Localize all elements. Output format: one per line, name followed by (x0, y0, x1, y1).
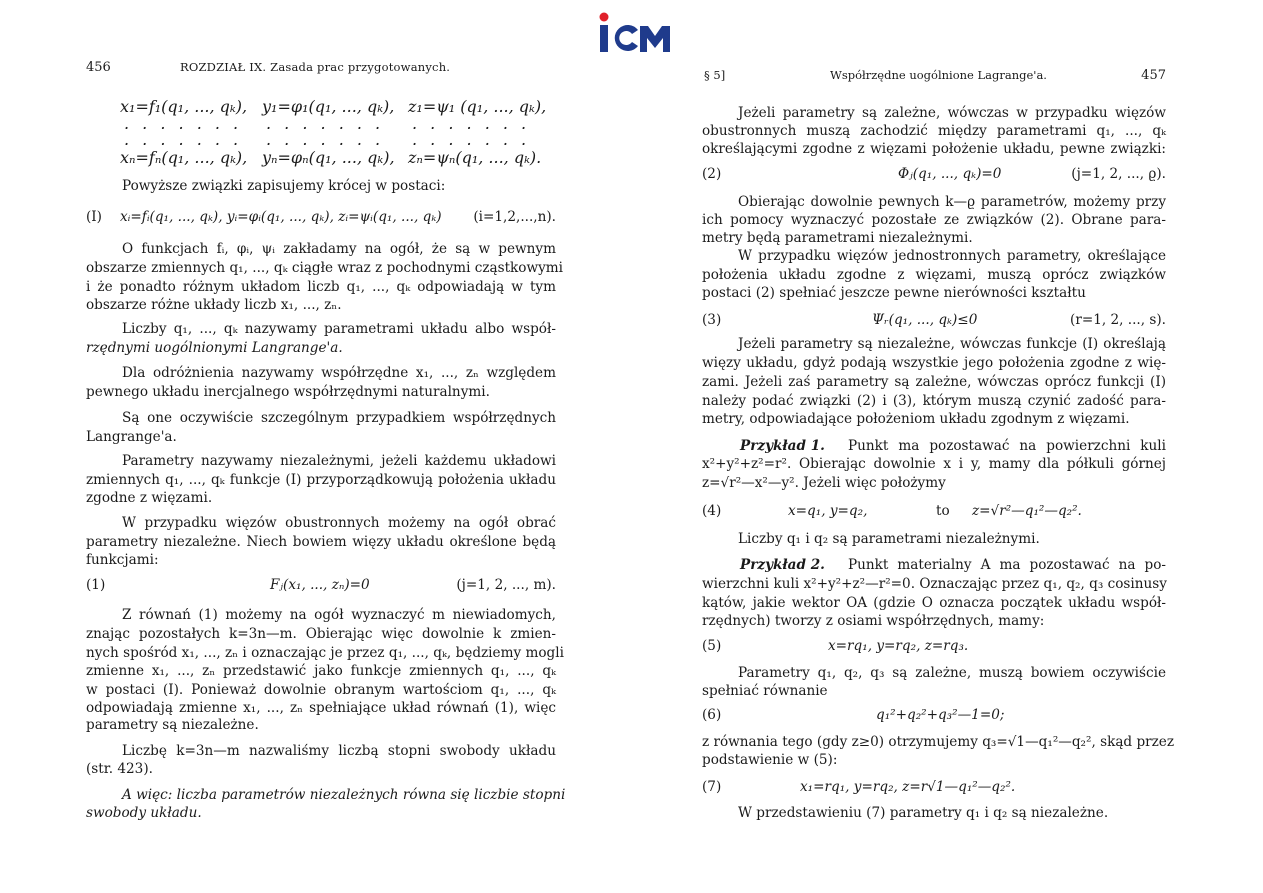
text-line: funkcjami: (86, 552, 159, 568)
text-line: zami. Jeżeli zaś parametry są zależne, wówczas oprócz funkcji (I) (702, 374, 1166, 390)
text-line: W przedstawieniu (7) parametry q₁ i q₂ są niezależne. (738, 805, 1109, 821)
text-line: nych spośród x₁, ..., zₙ i oznaczając je przez q₁, ..., qₖ, będziemy mogli (86, 645, 564, 661)
equation-label: (I) (86, 209, 102, 225)
text-line: odpowiadają zmienne x₁, ..., zₙ spełniające układ równań (1), więc (86, 700, 556, 716)
equation-body: Φⱼ(q₁, ..., qₖ)=0 (898, 166, 1002, 182)
text-line: zgodne z więzami. (86, 490, 213, 506)
text-line: Liczbę k=3n—m nazwaliśmy liczbą stopni swobody układu (122, 743, 556, 759)
example-title: Przykład 2. (740, 557, 825, 573)
text-line: Liczby q₁, ..., qₖ nazywamy parametrami układu albo współ- (122, 321, 556, 337)
equation-label: (1) (86, 577, 106, 593)
text-line: postaci (2) spełniać jeszcze pewne nierówności kształtu (702, 285, 1086, 301)
equation: z₁=ψ₁ (q₁, ..., qₖ), (408, 97, 547, 116)
text-line: x²+y²+z²=r². Obierając dowolnie x i y, mamy dla półkuli górnej (702, 456, 1166, 472)
text-line: Punkt materialny A ma pozostawać na po- (848, 557, 1166, 573)
text-line: kątów, jakie wektor OA (gdzie O oznacza początek układu współ- (702, 595, 1166, 611)
text-line: podstawienie w (5): (702, 752, 838, 768)
text-line: Parametry q₁, q₂, q₃ są zależne, muszą bowiem oczywiście (738, 665, 1166, 681)
equation-label: (4) (702, 503, 722, 519)
equation-body: Fⱼ(x₁, ..., zₙ)=0 (270, 577, 370, 593)
equation-label: (5) (702, 638, 722, 654)
text-line: O funkcjach fᵢ, φᵢ, ψᵢ zakładamy na ogół, że są w pewnym (122, 241, 556, 257)
page-number: 456 (86, 60, 111, 75)
text-line: W przypadku więzów jednostronnych parametry, określające (738, 248, 1166, 264)
example-title: Przykład 1. (740, 438, 825, 454)
text-line: spełniać równanie (702, 683, 828, 699)
ellipsis-row: . . . . . . . (124, 130, 243, 149)
text-line: pewnego układu inercjalnego współrzędnymi naturalnymi. (86, 384, 490, 400)
text-line: W przypadku więzów obustronnych możemy na ogół obrać (122, 515, 556, 531)
text-line: określającymi zgodne z więzami położenie układu, pewne związki: (702, 141, 1166, 157)
text-line: Jeżeli parametry są zależne, wówczas w przypadku więzów (738, 105, 1166, 121)
text-line: z równania tego (gdy z≥0) otrzymujemy q₃=√1—q₁²—q₂², skąd przez (702, 734, 1175, 750)
equation-body: xᵢ=fᵢ(q₁, ..., qₖ), yᵢ=φᵢ(q₁, ..., qₖ), zᵢ=ψᵢ(q₁, ..., qₖ) (120, 209, 442, 225)
ellipsis-row: . . . . . . . (266, 130, 385, 149)
equation-body: x₁=rq₁, y=rq₂, z=r√1—q₁²—q₂². (800, 779, 1016, 795)
text-line: ich pomocy wyznaczyć pozostałe ze związków (2). Obrane para- (702, 212, 1166, 228)
text-line: Langrange'a. (86, 429, 177, 445)
ellipsis-row: . . . . . . . (124, 114, 243, 133)
text-line: zmiennych q₁, ..., qₖ funkcje (I) przyporządkowują położenia układu (86, 472, 556, 488)
text-line: swobody układu. (86, 805, 202, 821)
text-line: zmienne x₁, ..., zₙ przedstawić jako funkcje zmiennych q₁, ..., qₖ (86, 663, 556, 679)
text-line: Liczby q₁ i q₂ są parametrami niezależnymi. (738, 531, 1040, 547)
equation-body: Ψᵣ(q₁, ..., qₖ)≤0 (872, 312, 978, 328)
icm-logo (598, 12, 676, 56)
text-line: metry, odpowiadające położeniom układu zgodnym z więzami. (702, 411, 1130, 427)
text-line: Jeżeli parametry są niezależne, wówczas funkcje (I) określają (738, 336, 1166, 352)
text-line: (str. 423). (86, 761, 153, 777)
text-line: Dla odróżnienia nazywamy współrzędne x₁, ..., zₙ względem (122, 365, 556, 381)
equation-condition: (r=1, 2, ..., s). (1070, 312, 1166, 328)
text-line: znając pozostałych k=3n—m. Obierając więc dowolnie k zmien- (86, 626, 556, 642)
text-line: Powyższe związki zapisujemy krócej w postaci: (122, 178, 446, 194)
equation-connector: to (936, 503, 950, 519)
text-line: obustronnych muszą zachodzić między parametrami q₁, ..., qₖ (702, 123, 1166, 139)
text-line: położenia układu zgodne z więzami, muszą oprócz związków (702, 267, 1166, 283)
equation: x₁=f₁(q₁, ..., qₖ), (120, 97, 248, 116)
equation-label: (2) (702, 166, 722, 182)
ellipsis-row: . . . . . . . (266, 114, 385, 133)
text-line: więzy układu, gdyż podają wszystkie jego położenia zgodne z wię- (702, 355, 1166, 371)
equation-label: (7) (702, 779, 722, 795)
text-line: Parametry nazywamy niezależnymi, jeżeli każdemu układowi (122, 453, 556, 469)
text-line: parametry są niezależne. (86, 717, 259, 733)
text-line: Obierając dowolnie pewnych k—ϱ parametrów, możemy przy (738, 194, 1166, 210)
text-line: i że ponadto różnym układom liczb q₁, ..., qₖ odpowiadają w tym (86, 279, 556, 295)
equation-label: (6) (702, 707, 722, 723)
equation: xₙ=fₙ(q₁, ..., qₖ), (120, 148, 248, 167)
running-header: Współrzędne uogólnione Lagrange'a. (830, 68, 1047, 82)
equation-label: (3) (702, 312, 722, 328)
text-line: rzędnymi uogólnionymi Langrange'a. (86, 340, 343, 356)
equation: yₙ=φₙ(q₁, ..., qₖ), (262, 148, 395, 167)
text-line: Z równań (1) możemy na ogół wyznaczyć m niewiadomych, (122, 607, 556, 623)
equation-condition: (i=1,2,...,n). (473, 209, 556, 225)
text-line: wierzchni kuli x²+y²+z²—r²=0. Oznaczając przez q₁, q₂, q₃ cosinusy (702, 576, 1167, 592)
text-line: obszarze różne układy liczb x₁, ..., zₙ. (86, 297, 342, 313)
text-line: Są one oczywiście szczególnym przypadkiem współrzędnych (122, 410, 556, 426)
running-header: ROZDZIAŁ IX. Zasada prac przygotowanych. (180, 60, 451, 74)
equation-body: x=rq₁, y=rq₂, z=rq₃. (828, 638, 969, 654)
text-line: parametry niezależne. Niech bowiem więzy układu określone będą (86, 534, 556, 550)
text-line: metry będą parametrami niezależnymi. (702, 230, 973, 246)
ellipsis-row: . . . . . . . (412, 114, 531, 133)
text-line: Punkt ma pozostawać na powierzchni kuli (848, 438, 1166, 454)
equation-condition: (j=1, 2, ..., ϱ). (1071, 166, 1166, 182)
text-line: w postaci (I). Ponieważ dowolnie obranym wartościom q₁, ..., qₖ (86, 682, 556, 698)
text-line: obszarze zmiennych q₁, ..., qₖ ciągłe wraz z pochodnymi cząstkowymi (86, 260, 564, 276)
equation: y₁=φ₁(q₁, ..., qₖ), (262, 97, 395, 116)
text-line: A więc: liczba parametrów niezależnych równa się liczbie stopni (122, 787, 566, 803)
text-line: rzędnych) tworzy z osiami współrzędnych, mamy: (702, 613, 1045, 629)
text-line: należy podać związki (2) i (3), którym muszą czynić zadość para- (702, 393, 1166, 409)
equation: zₙ=ψₙ(q₁, ..., qₖ). (408, 148, 542, 167)
section-marker: § 5] (704, 68, 726, 82)
page-number: 457 (1141, 68, 1166, 83)
ellipsis-row: . . . . . . . (412, 130, 531, 149)
equation-condition: (j=1, 2, ..., m). (456, 577, 556, 593)
equation-body: q₁²+q₂²+q₃²—1=0; (876, 707, 1005, 723)
equation-body: x=q₁, y=q₂, (788, 503, 868, 519)
equation-body: z=√r²—q₁²—q₂². (972, 503, 1082, 519)
text-line: z=√r²—x²—y². Jeżeli więc położymy (702, 475, 946, 491)
